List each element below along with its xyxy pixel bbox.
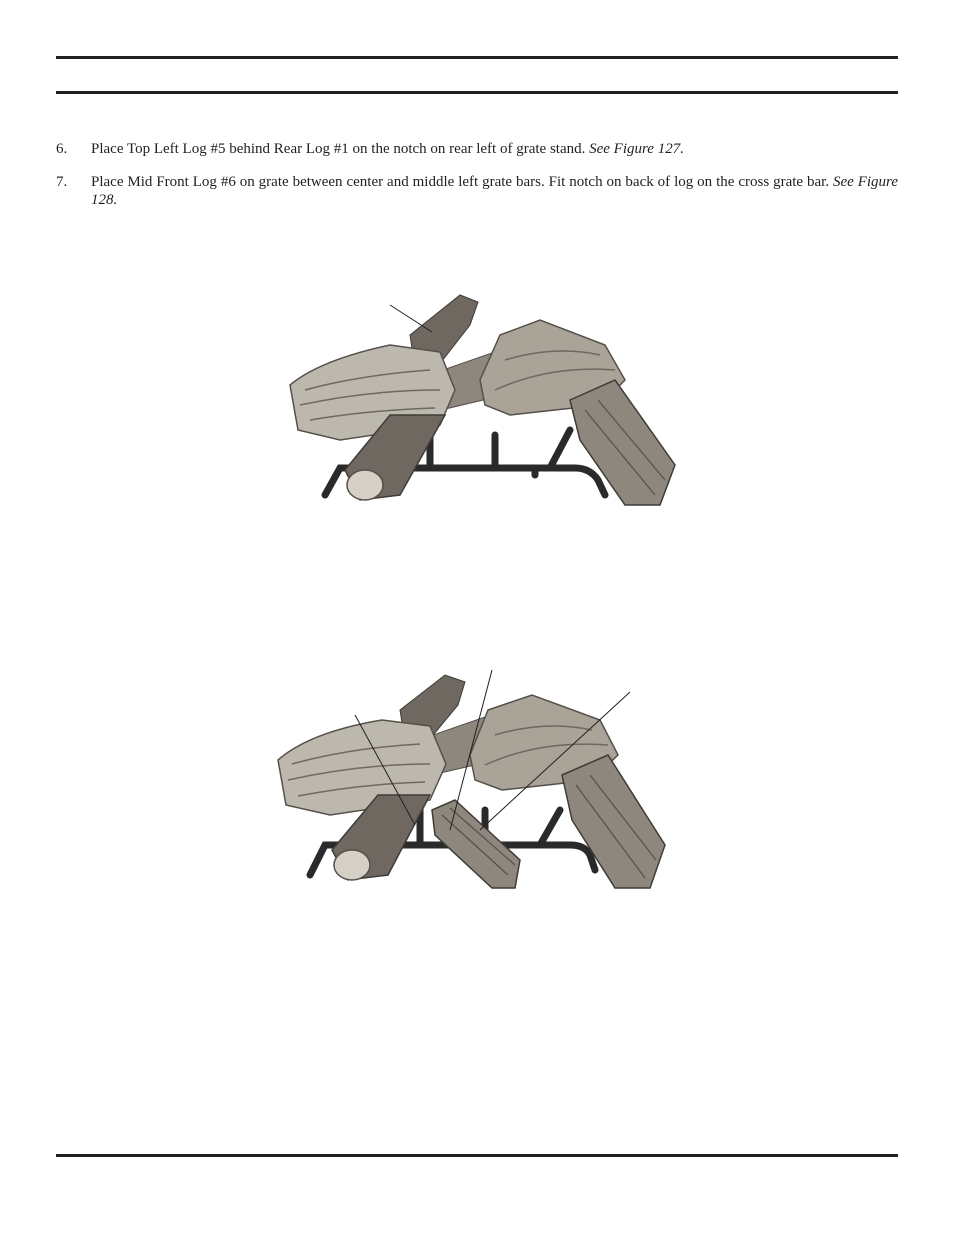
header-rule-top	[56, 56, 898, 59]
instruction-steps	[56, 140, 898, 216]
figure-127-log-illustration	[280, 290, 680, 510]
right-front-log	[570, 380, 675, 505]
footer-rule	[56, 1154, 898, 1157]
figure-reference: See Figure 128.	[91, 174, 898, 208]
step-text: Place Mid Front Log #6 on grate between center and middle left grate bars. Fit notch on back of log on the cross grate bar.	[91, 174, 833, 190]
step-number: 7.	[56, 174, 68, 190]
figure-128-svg	[270, 660, 680, 900]
figure-127-svg	[280, 290, 680, 510]
callout-leader-line	[390, 305, 432, 332]
figure-128-log-illustration	[270, 660, 680, 900]
header-rule-bottom	[56, 91, 898, 94]
figure-reference: See Figure 127.	[589, 141, 684, 157]
step-text: Place Top Left Log #5 behind Rear Log #1 on the notch on rear left of grate stand.	[91, 141, 590, 157]
step-7	[56, 173, 898, 209]
step-number: 6.	[56, 141, 68, 157]
right-front-log	[562, 755, 665, 888]
step-6	[56, 140, 898, 158]
